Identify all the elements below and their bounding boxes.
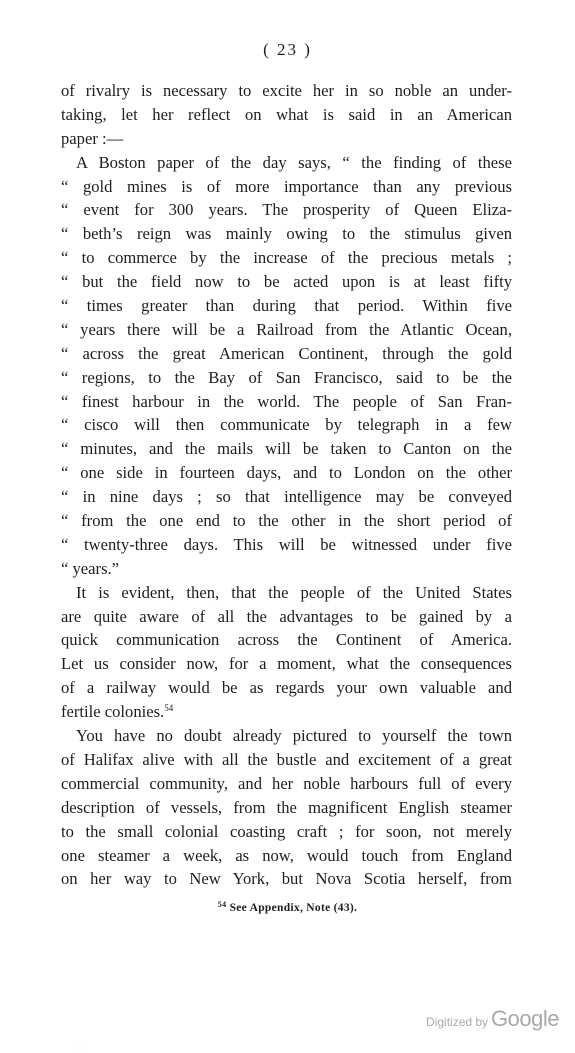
text-line-content: “ minutes, and the mails will be taken to Canton on the — [61, 439, 512, 459]
text-line — [61, 246, 512, 270]
text-line — [61, 748, 512, 772]
footnote-text: See Appendix, Note (43). — [229, 902, 358, 914]
text-line — [61, 318, 512, 342]
text-line — [61, 294, 512, 318]
text-line — [61, 485, 512, 509]
text-line-content: of a railway would be as regards your own valuable and — [61, 678, 512, 698]
google-logo: Google — [491, 1006, 559, 1031]
text-line-content: of rivalry is necessary to excite her in so noble an under- — [61, 81, 512, 100]
text-line-content: “ gold mines is of more importance than any previous — [61, 176, 512, 196]
text-line-content: “ twenty-three days. This will be witnessed under five — [61, 534, 512, 554]
text-line — [61, 724, 512, 748]
text-line — [61, 581, 512, 605]
footnote — [0, 900, 575, 914]
text-line-content: to the small colonial coasting craft ; for soon, not merely — [61, 821, 512, 841]
text-line — [61, 772, 512, 796]
text-line-content: You have no doubt already pictured to yourself the town — [76, 726, 512, 746]
text-line-content: “ beth’s reign was mainly owing to the stimulus given — [61, 224, 512, 244]
text-line — [61, 198, 512, 222]
text-line — [61, 127, 512, 151]
text-line — [61, 222, 512, 246]
text-line — [61, 103, 512, 127]
text-line — [61, 605, 512, 629]
text-line — [61, 175, 512, 199]
text-line — [61, 509, 512, 533]
body-text — [61, 79, 512, 891]
text-line-content: “ cisco will then communicate by telegraph in a few — [61, 415, 512, 435]
text-line-content: of Halifax alive with all the bustle and excitement of a great — [61, 749, 512, 769]
text-line-content: on her way to New York, but Nova Scotia herself, from — [61, 869, 512, 889]
text-line-content: “ finest harbour in the world. The people of San Fran- — [61, 391, 512, 411]
text-line — [61, 676, 512, 700]
text-line — [61, 366, 512, 390]
text-line-content: “ but the field now to be acted upon is at least fifty — [61, 272, 512, 292]
text-line — [61, 844, 512, 868]
text-line — [61, 867, 512, 891]
text-line — [61, 820, 512, 844]
text-line-content: are quite aware of all the advantages to be gained by a — [61, 606, 512, 626]
text-line-content: taking, let her reflect on what is said in an American — [61, 104, 512, 124]
footnote-mark: 54 — [217, 900, 227, 909]
text-line-content: paper :— — [61, 128, 124, 148]
page-number: ( 23 ) — [263, 40, 312, 59]
text-line — [61, 79, 512, 103]
text-line-content: “ years there will be a Railroad from the Atlantic Ocean, — [61, 319, 512, 339]
text-line-content: “ years.” — [61, 558, 120, 578]
text-line — [61, 628, 512, 652]
text-line — [61, 270, 512, 294]
text-line — [61, 557, 512, 581]
footnote-reference: 54 — [164, 703, 174, 714]
text-line — [61, 437, 512, 461]
text-line-content: one steamer a week, as now, would touch from England — [61, 845, 512, 865]
text-line — [61, 533, 512, 557]
text-line-content: “ event for 300 years. The prosperity of Queen Eliza- — [61, 200, 512, 220]
text-line-content: description of vessels, from the magnificent English steamer — [61, 797, 512, 817]
text-line — [61, 652, 512, 676]
scan-specks: · · — [78, 1044, 86, 1053]
text-line — [61, 700, 512, 724]
text-line-content: “ times greater than during that period. Within five — [61, 296, 512, 316]
text-line — [61, 151, 512, 175]
text-line — [61, 461, 512, 485]
text-line — [61, 342, 512, 366]
text-line-content: “ from the one end to the other in the short period of — [61, 511, 512, 531]
text-line-content: A Boston paper of the day says, “ the finding of these — [76, 152, 512, 172]
text-line-content: Let us consider now, for a moment, what the consequences — [61, 654, 512, 674]
text-line-content: “ across the great American Continent, through the gold — [61, 343, 512, 363]
text-line-content: It is evident, then, that the people of the United States — [76, 582, 512, 602]
text-line-content: “ one side in fourteen days, and to London on the other — [61, 463, 512, 483]
text-line — [61, 390, 512, 414]
text-line-content: commercial community, and her noble harbours full of every — [61, 773, 512, 793]
watermark-prefix: Digitized by — [426, 1015, 489, 1029]
text-line — [61, 796, 512, 820]
text-line-content: “ regions, to the Bay of San Francisco, said to be the — [61, 367, 512, 387]
text-line — [61, 413, 512, 437]
digitized-by-google-watermark — [426, 1006, 559, 1032]
text-line-content: fertile colonies. — [61, 702, 165, 722]
text-line-content: “ in nine days ; so that intelligence may be conveyed — [61, 487, 512, 507]
text-line-content: “ to commerce by the increase of the precious metals ; — [61, 248, 512, 268]
text-line-content: quick communication across the Continent of America. — [61, 630, 512, 650]
